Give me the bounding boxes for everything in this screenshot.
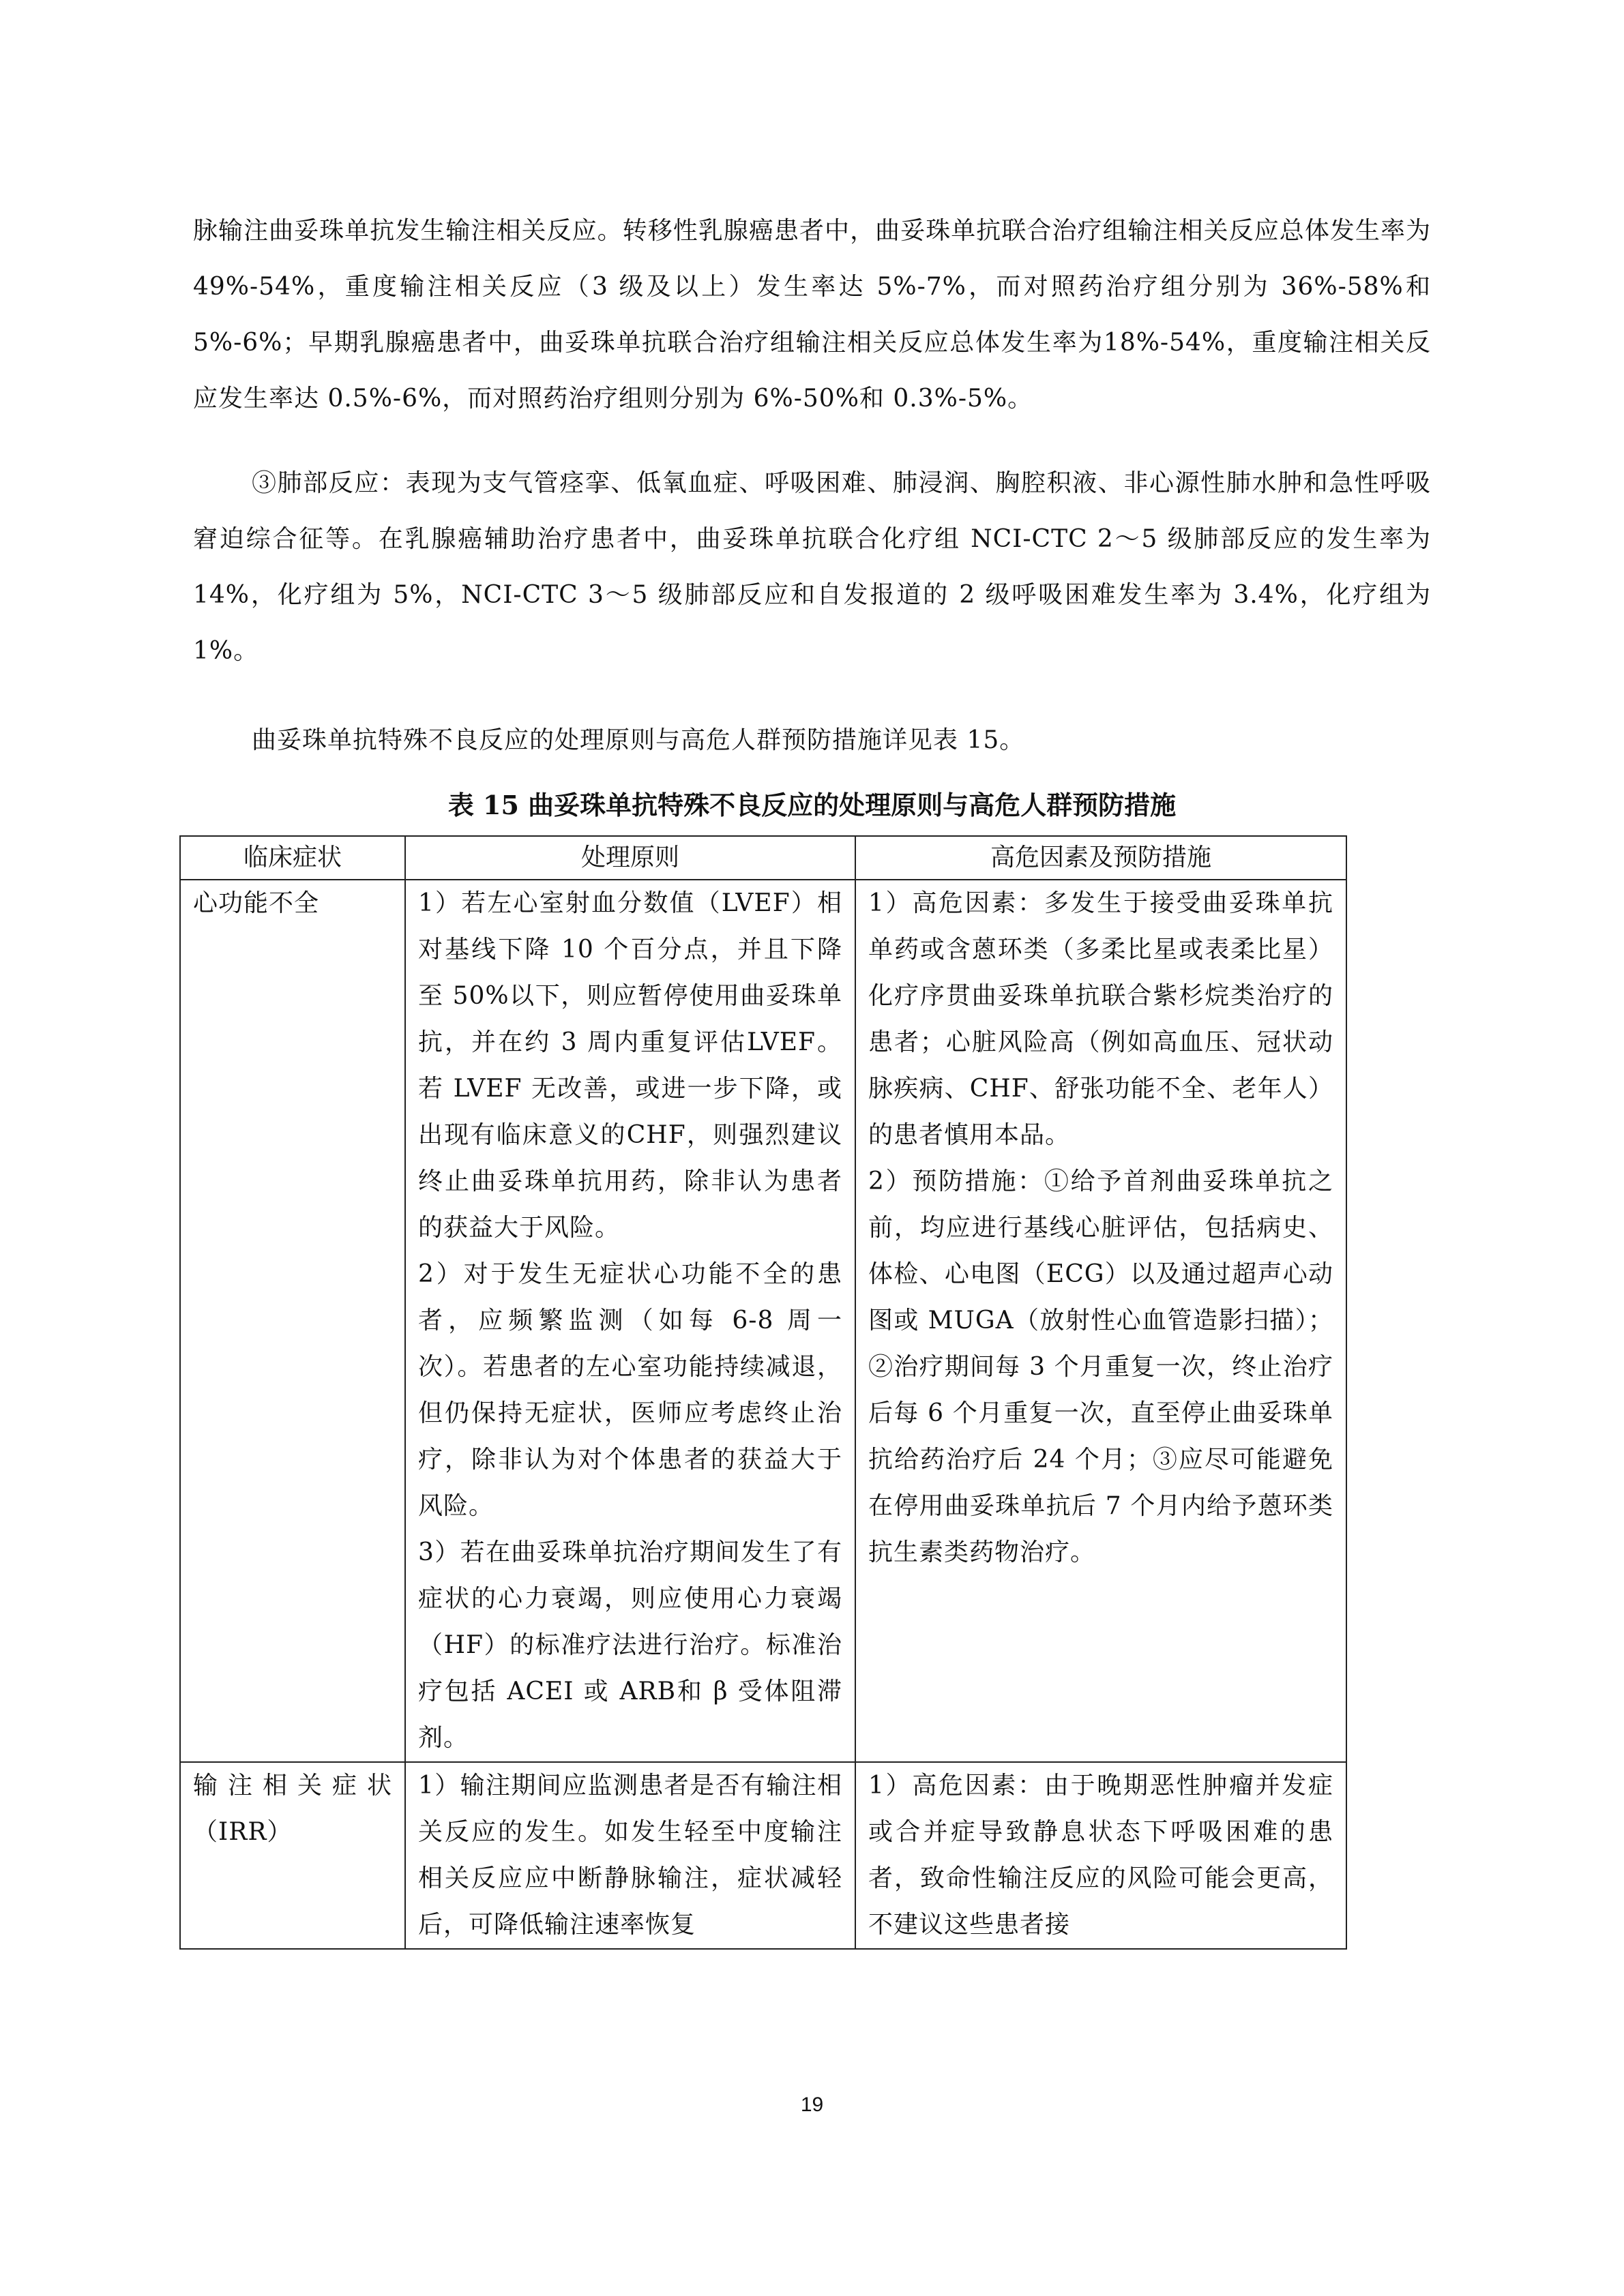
header-prevention: 高危因素及预防措施 xyxy=(855,836,1346,880)
table-header-row xyxy=(180,836,1346,880)
prevention-cell xyxy=(855,880,1346,1762)
prevention-item: 2）预防措施：①给予首剂曲妥珠单抗之前，均应进行基线心脏评估，包括病史、体检、心电图（ECG）以及通过超声心动图或 MUGA（放射性心血管造影扫描）；②治疗期间每 3 个月重复一次，终止治疗后每 6 个月重复一次，直至停止曲妥珠单抗给药治疗后 24 个月；③应尽可能避免在停用曲妥珠单抗后 7 个月内给予蒽环类抗生素类药物治疗。 xyxy=(868,1167,1333,1566)
symptom-text: 输注相关症状（IRR） xyxy=(193,1772,392,1846)
symptom-cell xyxy=(180,880,405,1762)
adverse-reaction-table xyxy=(179,835,1347,1950)
table-row xyxy=(180,880,1346,1762)
body-paragraph-table-ref: 曲妥珠单抗特殊不良反应的处理原则与高危人群预防措施详见表 15。 xyxy=(252,726,1025,754)
principle-item: 1）输注期间应监测患者是否有输注相关反应的发生。如发生轻至中度输注相关反应应中断静脉输注，症状减轻后，可降低输注速率恢复 xyxy=(418,1772,842,1939)
principle-item: 3）若在曲妥珠单抗治疗期间发生了有症状的心力衰竭，则应使用心力衰竭（HF）的标准疗法进行治疗。标准治疗包括 ACEI 或 ARB和 β 受体阻滞剂。 xyxy=(418,1538,842,1752)
header-symptom: 临床症状 xyxy=(180,836,405,880)
page-number: 19 xyxy=(800,2093,824,2116)
body-paragraph-pulmonary: ③肺部反应：表现为支气管痉挛、低氧血症、呼吸困难、肺浸润、胸腔积液、非心源性肺水肿和急性呼吸窘迫综合征等。在乳腺癌辅助治疗患者中，曲妥珠单抗联合化疗组 NCI-CTC 2～5 级肺部反应的发生率为 14%，化疗组为 5%，NCI-CTC 3～5 级肺部反应和自发报道的 2 级呼吸困难发生率为 3.4%，化疗组为 1%。 xyxy=(193,469,1431,665)
prevention-cell xyxy=(855,1762,1346,1949)
symptom-cell xyxy=(180,1762,405,1949)
prevention-item: 1）高危因素：由于晚期恶性肿瘤并发症或合并症导致静息状态下呼吸困难的患者，致命性输注反应的风险可能会更高，不建议这些患者接 xyxy=(868,1772,1333,1939)
principle-cell xyxy=(405,1762,855,1949)
principle-item: 1）若左心室射血分数值（LVEF）相对基线下降 10 个百分点，并且下降至 50%以下，则应暂停使用曲妥珠单抗，并在约 3 周内重复评估LVEF。若 LVEF 无改善，或进一步下降，或出现有临床意义的CHF，则强烈建议终止曲妥珠单抗用药，除非认为患者的获益大于风险。 xyxy=(418,889,842,1242)
prevention-item: 1）高危因素：多发生于接受曲妥珠单抗单药或含蒽环类（多柔比星或表柔比星）化疗序贯曲妥珠单抗联合紫杉烷类治疗的患者；心脏风险高（例如高血压、冠状动脉疾病、CHF、舒张功能不全、老年人）的患者慎用本品。 xyxy=(868,889,1333,1149)
table-title: 表 15 曲妥珠单抗特殊不良反应的处理原则与高危人群预防措施 xyxy=(447,790,1177,820)
body-paragraph-infusion: 脉输注曲妥珠单抗发生输注相关反应。转移性乳腺癌患者中，曲妥珠单抗联合治疗组输注相关反应总体发生率为 49%-54%，重度输注相关反应（3 级及以上）发生率达 5%-7%，而对照药治疗组分别为 36%-58%和 5%-6%；早期乳腺癌患者中，曲妥珠单抗联合治疗组输注相关反应总体发生率为18%-54%，重度输注相关反应发生率达 0.5%-6%，而对照药治疗组则分别为 6%-50%和 0.3%-5%。 xyxy=(193,217,1431,413)
principle-item: 2）对于发生无症状心功能不全的患者，应频繁监测（如每 6-8 周一次）。若患者的左心室功能持续减退，但仍保持无症状，医师应考虑终止治疗，除非认为对个体患者的获益大于风险。 xyxy=(418,1260,842,1520)
symptom-text: 心功能不全 xyxy=(193,889,320,917)
principle-cell xyxy=(405,880,855,1762)
header-principle: 处理原则 xyxy=(405,836,855,880)
table-row xyxy=(180,1762,1346,1949)
